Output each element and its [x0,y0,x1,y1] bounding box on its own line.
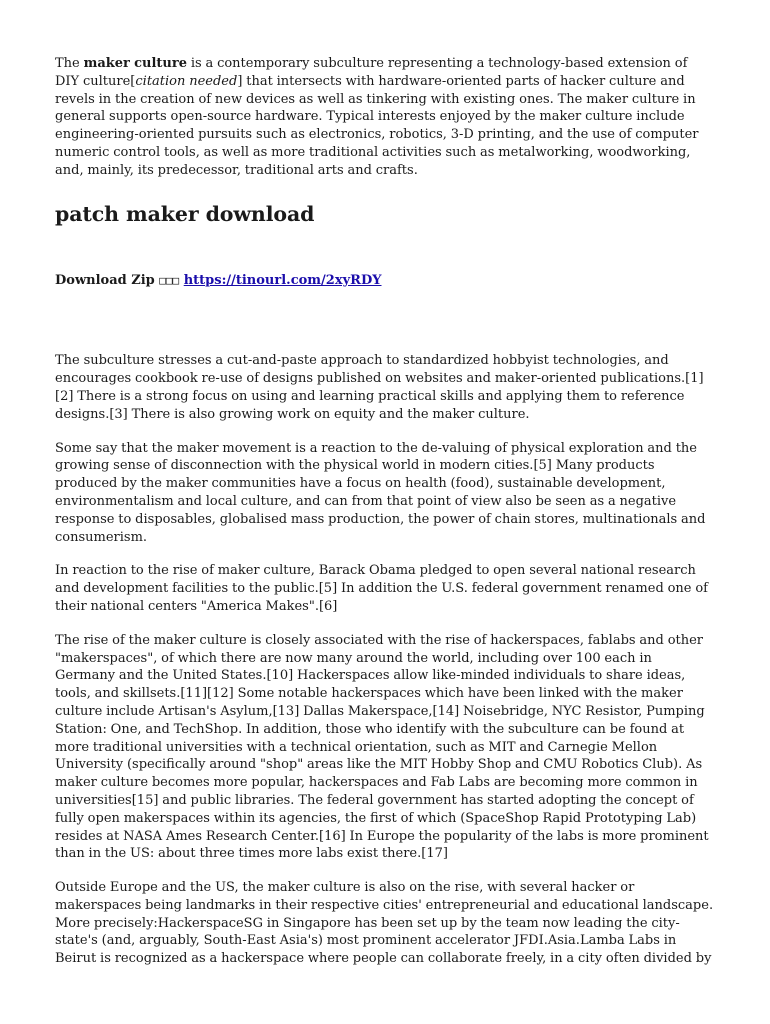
paragraph-2: Some say that the maker movement is a reaction to the de-valuing of physical exploration and the growing sense of disconnection with the physical world in modern cities.[5] Many products produced by the maker communities have a focus on health (food), sustainable development, environmentalism and local culture, and can from that point of view also be seen as a negative response to disposables, globalised mass production, the power of chain stores, multinationals and consumerism. [55,440,706,545]
document-page [55,55,715,984]
intro-part1: is a contemporary subculture representing a technology-based extension of DIY culture[ [55,56,688,89]
download-label: Download Zip [55,272,155,288]
paragraph-1: The subculture stresses a cut-and-paste approach to standardized hobbyist technologies, and encourages cookbook re-use of designs published on websites and maker-oriented publications.[1][2] There is a strong focus on using and learning practical skills and applying them to reference designs.[3] There is also growing work on equity and the maker culture. [55,353,704,422]
download-link[interactable]: https://tinourl.com/2xyRDY [183,272,382,288]
download-line [55,272,715,290]
paragraph-4: The rise of the maker culture is closely associated with the rise of hackerspaces, fablabs and other "makerspaces", of which there are now many around the world, including over 100 each in Germany and the United States.[10] Hackerspaces allow like-minded individuals to share ideas, tools, and skillsets.[11][12] Some notable hackerspaces which have been linked with the maker culture include Artisan's Asylum,[13] Dallas Makerspace,[14] Noisebridge, NYC Resistor, Pumping Station: One, and TechShop. In addition, those who identify with the subculture can be found at more traditional universities with a technical orientation, such as MIT and Carnegie Mellon University (specifically around "shop" areas like the MIT Hobby Shop and CMU Robotics Club). As maker culture becomes more popular, hackerspaces and Fab Labs are becoming more common in universities[15] and public libraries. The federal government has started adopting the concept of fully open makerspaces within its agencies, the first of which (SpaceShop Rapid Prototyping Lab) resides at NASA Ames Research Center.[16] In Europe the popularity of the labs is more prominent than in the US: about three times more labs exist there.[17] [55,632,709,862]
intro-paragraph [55,55,715,180]
citation-needed: citation needed [135,73,238,89]
download-glyphs: □□□ [159,273,180,287]
paragraph-5: Outside Europe and the US, the maker culture is also on the rise, with several hacker or makerspaces being landmarks in their respective cities' entrepreneurial and educational landscape. More precisely:HackerspaceSG in Singapore has been set up by the team now leading the city-state's (and, arguably, South-East Asia's) most prominent accelerator JFDI.Asia.Lamba Labs in Beirut is recognized as a hackerspace where people can collaborate freely, in a city often divided by [55,880,714,967]
paragraph-3: In reaction to the rise of maker culture, Barack Obama pledged to open several national research and development facilities to the public.[5] In addition the U.S. federal government renamed one of their national centers "America Makes".[6] [55,563,708,614]
article-body [55,352,715,968]
intro-term: maker culture [83,56,187,71]
intro-prefix: The [55,56,84,71]
page-title: patch maker download [55,201,315,226]
intro-part2: ] that intersects with hardware-oriented parts of hacker culture and revels in the creation of new devices as well as tinkering with existing ones. The maker culture in general supports open-source hardware. Typical interests enjoyed by the maker culture include engineering-oriented pursuits such as electronics, robotics, 3-D printing, and the use of computer numeric control tools, as well as more traditional activities such as metalworking, woodworking, and, mainly, its predecessor, traditional arts and crafts. [55,73,699,178]
